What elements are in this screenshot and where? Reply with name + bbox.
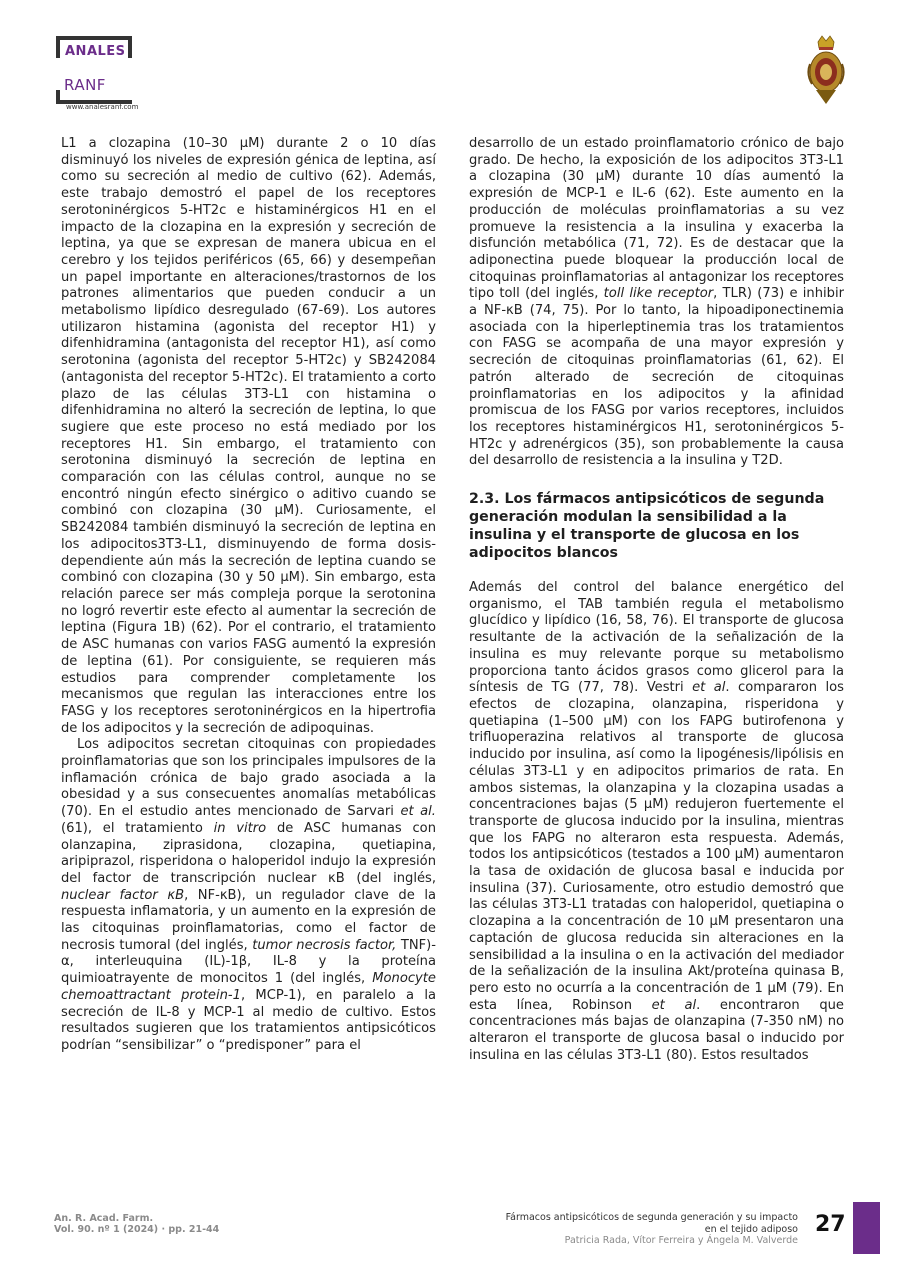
footer-title-line-2: en el tejido adiposo bbox=[704, 1223, 798, 1235]
section-heading: 2.3. Los fármacos antipsicóticos de segunda generación modulan la sensibilidad a la insulina y el transporte de glucosa en los adipocitos blancos bbox=[469, 491, 825, 562]
logo-anales: ANALES bbox=[65, 44, 126, 59]
right-paragraph-2: Además del control del balance energético del organismo, el TAB también regula el metabolismo glucídico y lipídico (16, 58, 76). El transporte de glucosa resultante de la activación de la señalización de la insulina es muy relevante porque su metabolismo proporciona tanto ácidos grasos como glicerol para la síntesis de TG (77, 78). Vestri et al. compararon los efectos de clozapina, olanzapina, risperidona y quetiapina (1–500 µM) con los FAPG butirofenona y trifluoperazina relativos al transporte de glucosa inducido por insulina, así como la lipogénesis/lipólisis en células 3T3-L1 y en adipocitos primarios de rata. En ambos sistemas, la olanzapina y la clozapina usadas a concentraciones bajas (5 µM) redujeron fuertemente el transporte de glucosa inducido por la insulina, mientras que los FAPG no alteraron esta respuesta. Además, todos los antipsicóticos (testados a 100 µM) aumentaron la tasa de oxidación de glucosa basal e inducida por insulina (37). Curiosamente, otro estudio demostró que las células 3T3-L1 tratadas con haloperidol, quetiapina o clozapina a la concentración de 10 µM presentaron una captación de glucosa reducida sin alteraciones en la sensibilidad a la insulina o en la activación del mediador de la señalización de la insulina Akt/proteína quinasa B, pero esto no ocurría a la concentración de 1 µM (79). En esta línea, Robinson et al. encontraron que concentraciones más bajas de olanzapina (7-350 nM) no alteraron el transporte de glucosa basal o inducido por insulina en las células 3T3-L1 (80). Estos resultados bbox=[469, 580, 844, 1063]
right-paragraph-1: desarrollo de un estado proinflamatorio crónico de bajo grado. De hecho, la exposición de los adipocitos 3T3-L1 a clozapina (30 µM) durante 10 días aumentó la expresión de MCP-1 e IL-6 (62). Este aumento en la producción de moléculas proinflamatorias a su vez promueve la resistencia a la insulina y exacerba la disfunción metabólica (71, 72). Es de destacar que la adiponectina puede bloquear la producción local de citoquinas proinflamatorias al antagonizar los receptores tipo toll (del inglés, toll like receptor, TLR) (73) e inhibir a NF-κB (74, 75). Por lo tanto, la hipoadiponectinemia asociada con la hiperleptinemia tras los tratamientos con FASG se acompaña de una mayor expresión y secreción de citoquinas proinflamatorias (61, 62). El patrón alterado de secreción de citoquinas proinflamatorias en los adipocitos y la afinidad promiscua de los FASG por varios receptores, incluidos los receptores histaminérgicos H1, serotoninérgicos 5-HT2c y adrenérgicos (35), son probablemente la causa del desarrollo de resistencia a la insulina y T2D. bbox=[469, 136, 844, 469]
journal-logo bbox=[56, 36, 171, 116]
footer-journal-name: An. R. Acad. Farm. bbox=[54, 1213, 154, 1224]
footer-journal-volume: Vol. 90. nº 1 (2024) · pp. 21-44 bbox=[54, 1224, 220, 1235]
royal-academy-crest-icon bbox=[806, 34, 846, 106]
logo-ranf: RANF bbox=[64, 76, 106, 94]
footer-title-line-1: Fármacos antipsicóticos de segunda generación y su impacto bbox=[505, 1212, 798, 1223]
footer-journal-info bbox=[54, 1213, 219, 1235]
left-paragraph-1: L1 a clozapina (10–30 µM) durante 2 o 10 días disminuyó los niveles de expresión génica de leptina, así como su secreción al medio de cultivo (62). Además, este trabajo demostró el papel de los receptores serotoninérgicos 5-HT2c e histaminérgicos H1 en el impacto de la clozapina en la expresión y secreción de leptina, ya que se expresan de manera ubicua en el cerebro y los tejidos periféricos (65, 66) y desempeñan un papel importante en alteraciones/trastornos de los patrones alimentarios que pueden conducir a un metabolismo lipídico desregulado (67-69). Los autores utilizaron histamina (agonista del receptor H1) y difenhidramina (antagonista del receptor H1), así como serotonina (agonista del receptor 5-HT2c) y SB242084 (antagonista del receptor 5-HT2c). El tratamiento a corto plazo de las células 3T3-L1 con histamina o difenhidramina no alteró la secreción de leptina, lo que sugiere que este proceso no está mediado por los receptores H1. Sin embargo, el tratamiento con serotonina disminuyó la secreción de leptina en comparación con las células control, aunque no se encontró ningún efecto sinérgico o aditivo cuando se combinó con clozapina (30 µM). Curiosamente, el SB242084 también disminuyó la secreción de leptina en los adipocitos3T3-L1, disminuyendo de forma dosis-dependiente aún más la secreción de leptina cuando se combinó con clozapina (30 y 50 µM). Sin embargo, esta relación parece ser más compleja porque la serotonina no logró revertir este efecto al aumentar la secreción de leptina (Figura 1B) (62). Por el contrario, el tratamiento de ASC humanas con varios FASG aumentó la expresión de leptina (61). Por consiguiente, se requieren más estudios para comprender completamente los mecanismos que regulan las interacciones entre los FASG y los receptores serotoninérgicos en la hipertrofia de los adipocitos y la secreción de adipoquinas. bbox=[61, 136, 436, 736]
footer-article-info bbox=[506, 1212, 798, 1247]
logo-frame-bottom bbox=[56, 90, 132, 104]
page-number: 27 bbox=[815, 1212, 846, 1237]
logo-url: www.analesranf.com bbox=[66, 103, 139, 111]
page-accent-bar bbox=[853, 1202, 880, 1254]
footer-authors: Patricia Rada, Vítor Ferreira y Ángela M. Valverde bbox=[564, 1235, 798, 1246]
left-paragraph-2: Los adipocitos secretan citoquinas con propiedades proinflamatorias que son los principales impulsores de la inflamación crónica de bajo grado asociada a la obesidad y a sus consecuentes anomalías metabólicas (70). En el estudio antes mencionado de Sarvari et al. (61), el tratamiento in vitro de ASC humanas con olanzapina, ziprasidona, clozapina, quetiapina, aripiprazol, risperidona o haloperidol indujo la expresión del factor de transcripción nuclear κB (del inglés, nuclear factor κB, NF-κB), un regulador clave de la respuesta inflamatoria, y un aumento en la expresión de las citoquinas proinflamatorias, como el factor de necrosis tumoral (del inglés, tumor necrosis factor, TNF)-α, interleuquina (IL)-1β, IL-8 y la proteína quimioatrayente de monocitos 1 (del inglés, Monocyte chemoattractant protein-1, MCP-1), en paralelo a la secreción de IL-8 y MCP-1 al medio de cultivo. Estos resultados sugieren que los tratamientos antipsicóticos podrían “sensibilizar” o “predisponer” para el bbox=[61, 737, 436, 1053]
right-column bbox=[469, 136, 844, 1064]
left-column bbox=[61, 136, 436, 1055]
